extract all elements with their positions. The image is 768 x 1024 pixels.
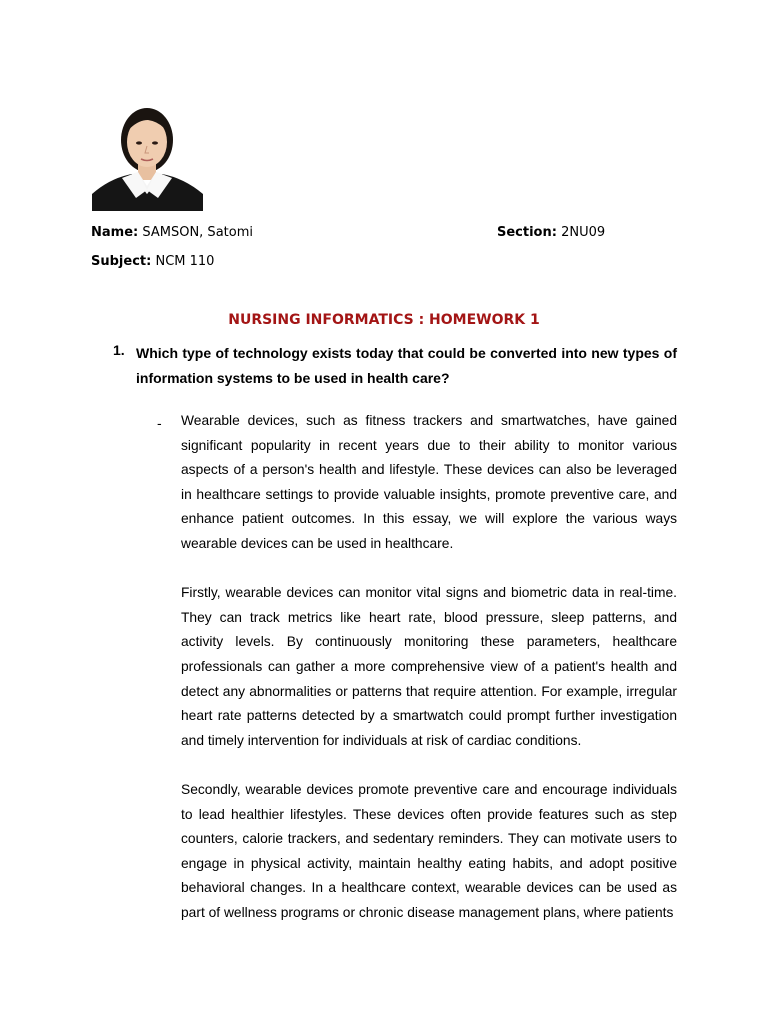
section-label: Section: — [497, 225, 557, 240]
question-number: 1. — [113, 342, 125, 358]
student-photo — [92, 98, 203, 211]
answer-paragraph: Firstly, wearable devices can monitor vital signs and biometric data in real-time. They can track metrics like heart rate, blood pressure, sleep patterns, and activity levels. By continuously monitoring these parameters, healthcare professionals can gather a more comprehensive view of a patient's health and detect any abnormalities or patterns that require attention. For example, irregular heart rate patterns detected by a smartwatch could prompt further investigation and timely intervention for individuals at risk of cardiac conditions. — [181, 585, 677, 748]
subject-value: NCM 110 — [155, 254, 215, 269]
section-line — [497, 225, 605, 241]
name-label: Name: — [91, 225, 139, 240]
subject-label: Subject: — [91, 254, 152, 269]
section-value: 2NU09 — [561, 225, 606, 240]
name-value: SAMSON, Satomi — [142, 225, 253, 240]
answer-paragraph: Secondly, wearable devices promote preventive care and encourage individuals to lead healthier lifestyles. These devices often provide features such as step counters, calorie trackers, and sedentary reminders. They can motivate users to engage in physical activity, maintain healthy eating habits, and adopt positive behavioral changes. In a healthcare context, wearable devices can be used as part of wellness programs or chronic disease management plans, where patients — [181, 781, 677, 920]
answer-paragraph: Wearable devices, such as fitness trackers and smartwatches, have gained significant popularity in recent years due to their ability to monitor various aspects of a person's health and lifestyle. These devices can also be leveraged in healthcare settings to provide valuable insights, promote preventive care, and enhance patient outcomes. In this essay, we will explore the various ways wearable devices can be used in healthcare. — [181, 413, 677, 551]
document-title: NURSING INFORMATICS : HOMEWORK 1 — [228, 312, 540, 328]
subject-line — [91, 254, 214, 270]
answer-body — [181, 409, 677, 925]
student-portrait-photo — [92, 98, 203, 211]
student-name-line — [91, 225, 253, 241]
answer-bullet: - — [157, 415, 162, 431]
question-text: Which type of technology exists today that could be converted into new types of information systems to be used in health care? — [136, 345, 677, 386]
